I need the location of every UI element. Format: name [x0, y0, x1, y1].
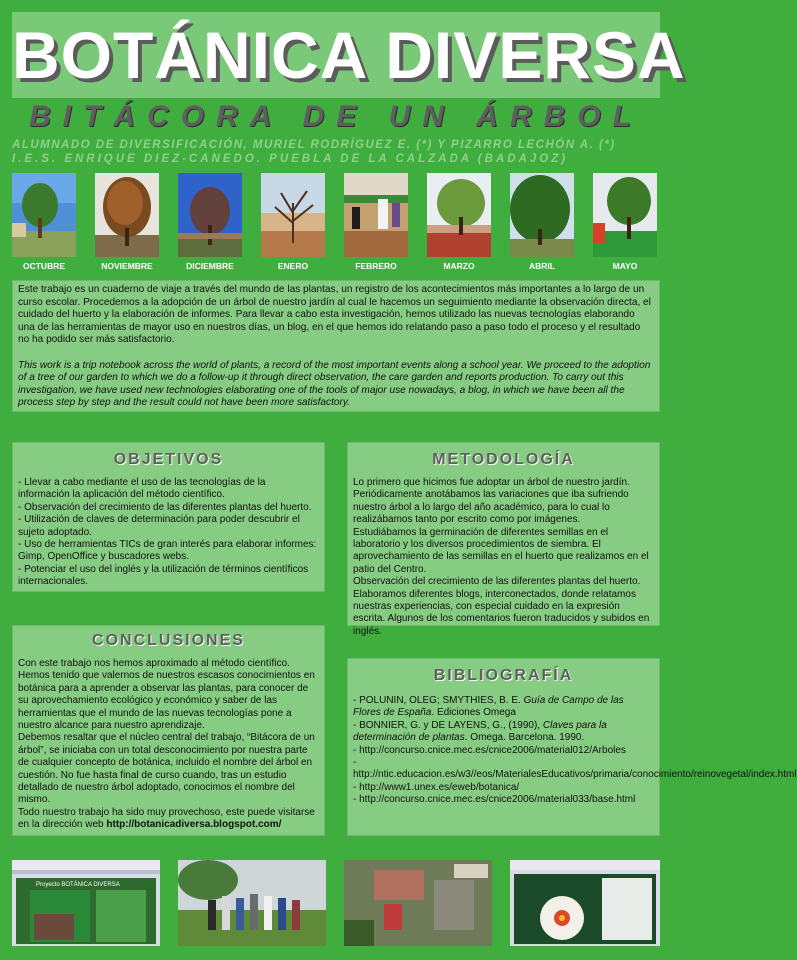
tree-photo-image [95, 173, 159, 257]
blog-flower-screenshot-photo [510, 860, 660, 946]
paragraph: Debemos resaltar que el núcleo central del trabajo, “Bitácora de un árbol”, se iniciaba con un total desconocimiento por nuestra parte de cualquier concepto de botánica, incluido el nombre del árbol en cuestión. No fue hasta final de curso cuando, tras un estudio detallado de nuestro árbol adoptado, conocimos el nombre del mismo. [18, 732, 315, 806]
group-photo [178, 860, 326, 946]
reference-item [353, 695, 654, 720]
metodologia-panel [347, 442, 660, 637]
photo-may [593, 173, 657, 271]
paragraph: Estudiábamos la germinación de diferentes semillas en el laboratorio y los diversos procedimientos de siembra. El aprovechamiento de las semillas en el huerto que realizamos en el patio del Centro. [353, 526, 649, 575]
aerial-map-photo [344, 860, 492, 946]
month-label: MAYO [612, 261, 638, 271]
tree-photo-image [344, 173, 408, 257]
blog-title-text: Proyecto BOTÁNICA DIVERSA [36, 882, 120, 888]
list-item: - Observación del crecimiento de las diferentes plantas del huerto. [18, 501, 312, 513]
month-label: MARZO [443, 261, 475, 271]
group-photo-image [178, 860, 326, 946]
blog-screenshot-photo [12, 860, 160, 946]
paragraph-text: Todo nuestro trabajo ha sido muy provechoso, este puede visitarse en la dirección web [18, 806, 315, 831]
month-label: OCTUBRE [22, 261, 66, 271]
list-item: - Utilización de claves de determinación para poder descubrir el sujeto adoptado. [18, 514, 300, 538]
reference-publisher: . Ediciones Omega [431, 707, 516, 719]
reference-author: - POLUNIN, OLEG; SMYTHIES, B. E. [353, 695, 524, 706]
photo-april [510, 173, 574, 271]
aerial-map-image [344, 860, 492, 946]
reference-link[interactable]: - http://concurso.cnice.mec.es/cnice2006/material012/Arboles [353, 744, 626, 756]
authors-line: ALUMNADO DE DIVERSIFICACIÓN, MURIEL RODRÍGUEZ E. (*) Y PIZARRO LECHÓN A. (*) [12, 139, 616, 151]
photo-march [427, 173, 491, 271]
objetivos-panel [12, 442, 325, 592]
objetivos-heading: OBJETIVOS [113, 451, 224, 468]
reference-title: Guía de Campo de las Flores de España [353, 695, 624, 719]
metodologia-heading: METODOLOGÍA [432, 451, 575, 468]
blog-screenshot-image [12, 860, 160, 946]
list-item: - Potenciar el uso del inglés y la utilización de términos científicos internacionales. [18, 563, 309, 588]
intro-english: This work is a trip notebook across the world of plants, a record of the most important events along a school year. We proceed to the adoption of a tree of our garden to which we do a follow-up it through direct observation, the care garden and reports production. To carry out this investigation, we have used new technologies elaborating one of the tools of major use nowadays, a blog, in which we have been all the process step by step and the result could not have been more satisfactory. [18, 359, 651, 409]
title-box [12, 12, 686, 98]
monthly-photo-strip [12, 173, 662, 273]
month-label: DICIEMBRE [186, 261, 234, 271]
photo-january [261, 173, 325, 271]
objetivos-list [13, 477, 324, 589]
intro-panel [12, 280, 660, 412]
reference-publisher: . Omega. Barcelona. 1990. [464, 732, 585, 744]
reference-author: - BONNIER, G. y DE LAYENS, G., (1990), [353, 719, 543, 731]
paragraph: Elaboramos diferentes blogs, interconectados, donde relatamos nuestras experiencias, con especial cuidado en la expresión escrita. Algunos de los comentarios fueron traducidos y subidos en inglés. [353, 588, 650, 637]
bibliografia-heading: BIBLIOGRAFÍA [433, 667, 574, 684]
month-label: NOVIEMBRE [101, 261, 153, 271]
month-label: ABRIL [529, 261, 555, 271]
authors-block [12, 138, 662, 166]
paragraph: Con este trabajo nos hemos aproximado al método científico. Hemos tenido que valernos de nuestros escasos conocimientos en botánica para a aprender a observar las plantas, para conocer de su aprovechamiento ecológico y económico y saber de las herramientas que el mundo de las nuevas tecnologías pone a nuestro alcance para nuestro aprendizaje. [18, 658, 315, 732]
paragraph: Lo primero que hicimos fue adoptar un árbol de nuestro jardín. Periódicamente anotábamos las variaciones que iba sufriendo nuestro árbol a lo largo del año académico, para lo cual lo realizábamos tanto por escrito como por imágenes. [353, 477, 630, 526]
intro-spanish: Este trabajo es un cuaderno de viaje a través del mundo de las plantas, un registro de los acontecimientos más importantes a lo largo de un curso escolar. Procedemos a la adopción de un árbol de nuestro jardín al cual le hacemos un seguimiento mediante la observación directa, el cuidado del huerto y la elaboración de informes. Para llevar a cabo esta investigación, hemos utilizado las nuevas tecnologías elaborando una de las herramientas de mayor uso en nuestros días, un blog, en el que hemos ido relatando paso a paso todo el proceso y el resultado no ha podido ser más satisfactorio. [18, 284, 651, 346]
bibliografia-body [348, 695, 797, 807]
photo-october [12, 173, 76, 271]
bibliografia-panel [347, 658, 797, 836]
reference-link[interactable]: - http://ntic.educacion.es/w3//eos/MaterialesEducativos/primaria/conocimiento/reinovegetal/index.html [353, 757, 797, 781]
tree-photo-image [510, 173, 574, 257]
tree-photo-image [593, 173, 657, 257]
reference-link[interactable]: - http://concurso.cnice.mec.es/cnice2006/material033/base.html [353, 794, 636, 806]
conclusiones-panel [12, 625, 325, 836]
reference-link[interactable]: - http://www1.unex.es/eweb/botanica/ [353, 781, 520, 793]
conclusiones-body [13, 658, 324, 832]
list-item: - Llevar a cabo mediante el uso de las tecnologías de la información la aplicación del método científico. [18, 477, 266, 501]
blog-link[interactable]: http://botanicadiversa.blogspot.com/ [106, 819, 282, 831]
conclusiones-heading: CONCLUSIONES [92, 632, 245, 649]
metodologia-body [348, 477, 659, 638]
paragraph: Observación del crecimiento de las diferentes plantas del huerto. [353, 576, 641, 588]
tree-photo-image [427, 173, 491, 257]
reference-item [353, 720, 654, 745]
poster-subtitle: BITÁCORA DE UN ÁRBOL [29, 100, 643, 133]
month-label: ENERO [277, 261, 309, 271]
photo-november [95, 173, 159, 271]
photo-february [344, 173, 408, 271]
reference-title: Claves para la determinación de plantas [353, 719, 607, 744]
school-line: I.E.S. ENRIQUE DIEZ-CANEDO. PUEBLA DE LA CALZADA (BADAJOZ) [12, 153, 569, 165]
tree-photo-image [261, 173, 325, 257]
blog-flower-image [510, 860, 660, 946]
list-item: - Uso de herramientas TICs de gran interés para elaborar informes: Gimp, OpenOffice y buscadores webs. [18, 539, 317, 563]
poster-title: BOTÁNICA DIVERSA [12, 18, 686, 92]
tree-photo-image [178, 173, 242, 257]
photo-december [178, 173, 242, 271]
month-label: FEBRERO [355, 261, 397, 271]
paragraph [18, 807, 319, 832]
tree-photo-image [12, 173, 76, 257]
